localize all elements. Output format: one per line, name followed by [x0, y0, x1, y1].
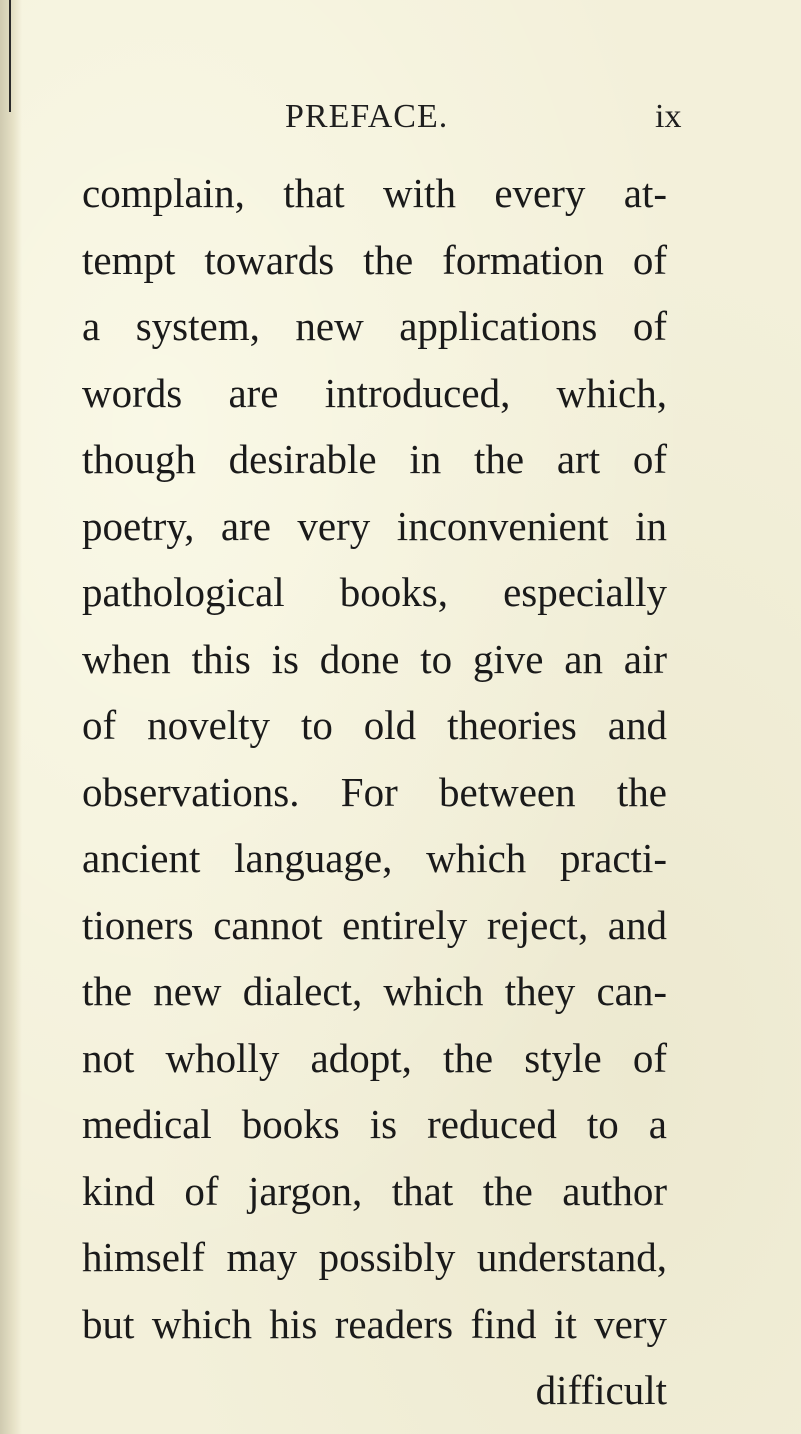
- text-line: poetry, are very inconvenient in: [82, 502, 667, 549]
- text-line: pathological books, especially: [82, 569, 667, 615]
- text-line: a system, new applications of: [82, 303, 667, 349]
- text-line: when this is done to give an air: [82, 635, 667, 682]
- catchword: difficult: [535, 1367, 667, 1413]
- text-line: tioners cannot entirely reject, and: [82, 901, 667, 948]
- text-line: kind of jargon, that the author: [82, 1167, 667, 1214]
- text-line: of novelty to old theories and: [82, 702, 667, 748]
- binding-edge-line: [9, 0, 11, 112]
- page-number: ix: [655, 98, 682, 135]
- text-line: complain, that with every at-: [82, 170, 667, 216]
- text-line: medical books is reduced to a: [82, 1101, 667, 1147]
- text-line: the new dialect, which they can-: [82, 968, 667, 1014]
- text-line: tempt towards the formation of: [82, 236, 667, 283]
- body-text: [82, 160, 667, 1424]
- running-head: PREFACE.: [285, 98, 449, 135]
- text-line: not wholly adopt, the style of: [82, 1034, 667, 1081]
- page-header: [0, 98, 801, 146]
- text-line: but which his readers find it very: [82, 1300, 667, 1347]
- text-line: ancient language, which practi-: [82, 835, 667, 881]
- text-line: himself may possibly understand,: [82, 1234, 667, 1280]
- text-line: observations. For between the: [82, 768, 667, 815]
- page-gutter-shadow: [0, 0, 22, 1434]
- text-line: though desirable in the art of: [82, 436, 667, 482]
- text-line: words are introduced, which,: [82, 369, 667, 416]
